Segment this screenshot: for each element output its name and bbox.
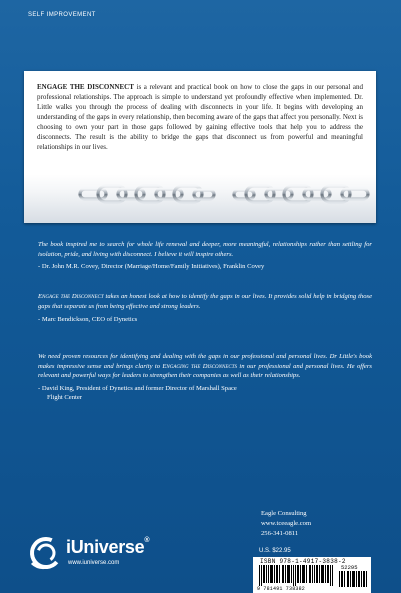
review-quote: The book inspired me to search for whole life renewal and deeper, more meaningful, relationships rather than settling for isolation, pride, and living with disconnect. I believe it will inspire others.: [38, 241, 372, 258]
chain-link-icon: [78, 183, 216, 205]
publisher-logo: [26, 533, 176, 573]
iuniverse-swirl-logo: [26, 533, 66, 573]
price-barcode-bars: [339, 571, 367, 587]
review-quote-text: takes an honest look at how to identify the gaps in our lives. It provides solid help in bridging those gaps that separate us from being effective and strong leaders.: [38, 293, 372, 310]
review-quote-text: in our professional and personal lives. He offers relevant and powerful ways for leaders to strengthen their companies as well as their relationships.: [38, 362, 372, 380]
publisher-url: www.iuniverse.com: [68, 560, 120, 566]
book-description: [37, 82, 363, 152]
book-title: ENGAGE THE DISCONNECT: [37, 83, 134, 91]
publisher-name: [66, 537, 149, 558]
category-label: SELF IMPROVEMENT: [28, 12, 96, 18]
book-title-reference: Engaging the Disconnects: [162, 362, 237, 370]
isbn-text: ISBN 978-1-4917-3838-2: [260, 558, 346, 565]
review-quote: [38, 292, 372, 311]
publisher-name-text: iUniverse: [66, 537, 145, 557]
registered-mark: ®: [144, 537, 150, 544]
barcode: [253, 557, 371, 593]
review-quote: [38, 352, 372, 381]
author-contact: [261, 509, 311, 539]
review-attribution-continued: Flight Center: [47, 394, 82, 402]
review-covey: [38, 240, 372, 272]
review-king: [38, 352, 372, 403]
contact-phone: 256-341-0811: [261, 530, 299, 537]
contact-website: www.tceeagle.com: [261, 520, 312, 527]
review-bendickson: [38, 292, 372, 325]
contact-name: Eagle Consulting: [261, 510, 307, 517]
description-panel: [24, 71, 376, 223]
book-title-reference: Engage the Disconnect: [38, 293, 104, 300]
price-label: U.S. $22.95: [259, 548, 291, 554]
ean-barcode-bars: [259, 565, 333, 586]
review-attribution: - Marc Bendickson, CEO of Dynetics: [38, 316, 138, 324]
chain-link-icon: [232, 183, 370, 205]
review-quote-text: We need proven resources for identifying and dealing with the gaps in our professional and personal lives. Dr Little's book makes impressive sense and brings clarity to: [38, 353, 372, 370]
book-description-body: is a relevant and practical book on how to close the gaps in our personal and professional relationships. The approach is simple to understand yet profoundly effective when implemented. Dr. Little walks you through the process of dealing with disconnects in your life. It begins with developing an understanding of the gaps in every relationship, then becoming aware of the gaps that affect you personally. Next is choosing to own your part in those gaps followed by gaining effective tools that help you to address the disconnects. The result is the ability to bridge the gaps that disconnect us from powerful and meaningful relationships in our lives.: [37, 83, 363, 151]
price-code: 52295: [341, 564, 358, 571]
review-attribution: - Dr. John M.R. Covey, Director (Marriage/Home/Family Initiatives), Franklin Covey: [38, 263, 265, 271]
ean-digits: 9 781491 738382: [257, 586, 306, 592]
review-attribution: - David King, President of Dynetics and former Director of Marshall Space: [38, 384, 237, 392]
